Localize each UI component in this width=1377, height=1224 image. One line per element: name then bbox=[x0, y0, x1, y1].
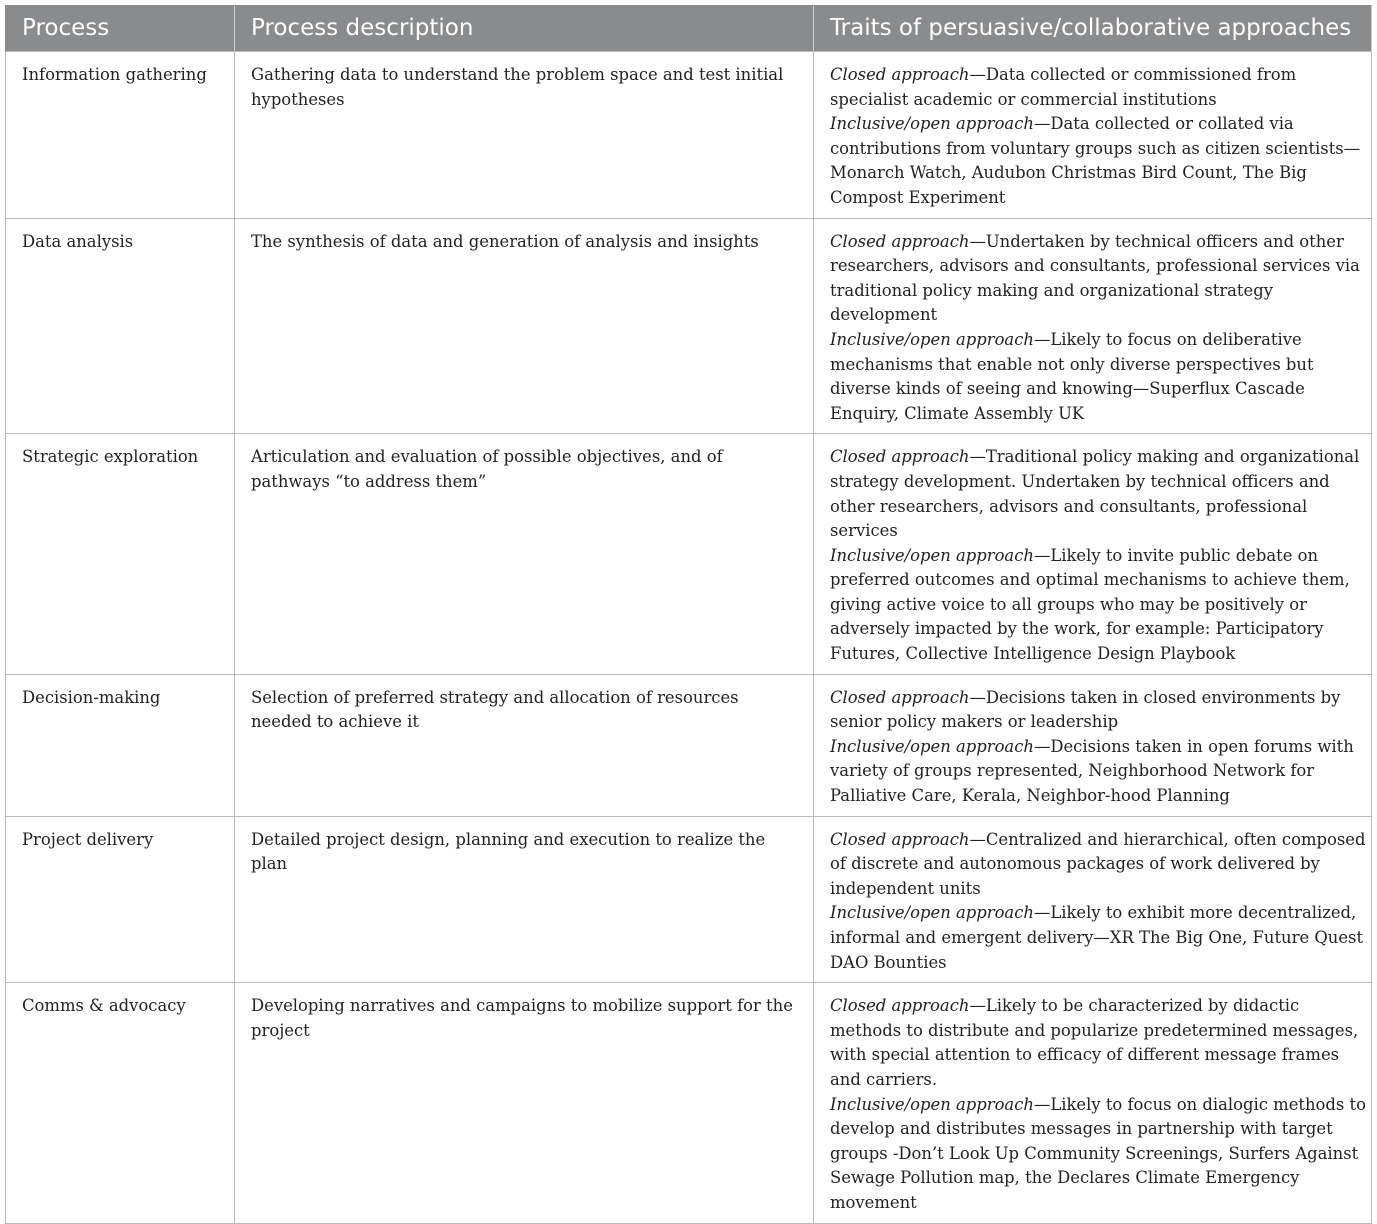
open-approach-text: —Likely to exhibit more decentralized, informal and emergent delivery—XR The Big One, Future Quest DAO Bounties bbox=[830, 903, 1364, 972]
process-cell: Project delivery bbox=[6, 816, 235, 983]
open-approach-label: Inclusive/open approach bbox=[830, 545, 1034, 565]
closed-approach-label: Closed approach bbox=[830, 447, 970, 467]
closed-approach-line bbox=[830, 994, 1369, 1092]
open-approach-line bbox=[830, 544, 1369, 667]
closed-approach-text: —Centralized and hierarchical, often composed of discrete and autonomous packages of work delivered by independent units bbox=[830, 829, 1366, 898]
description-cell: Detailed project design, planning and execution to realize the plan bbox=[235, 816, 814, 983]
closed-approach-label: Closed approach bbox=[830, 231, 970, 251]
closed-approach-text: —Undertaken by technical officers and other researchers, advisors and consultants, professional services via traditional policy making and organizational strategy development bbox=[830, 231, 1360, 325]
closed-approach-label: Closed approach bbox=[830, 687, 970, 707]
open-approach-label: Inclusive/open approach bbox=[830, 329, 1034, 349]
process-cell: Decision-making bbox=[6, 674, 235, 816]
closed-approach-text: —Likely to be characterized by didactic methods to distribute and popularize predetermined messages, with special attention to efficacy of different message frames and carriers. bbox=[830, 996, 1359, 1089]
closed-approach-line bbox=[830, 445, 1369, 543]
header-process: Process bbox=[6, 5, 235, 52]
process-cell: Data analysis bbox=[6, 218, 235, 434]
closed-approach-line bbox=[830, 686, 1369, 735]
closed-approach-text: —Data collected or commissioned from specialist academic or commercial institutions bbox=[830, 65, 1297, 109]
closed-approach-label: Closed approach bbox=[830, 829, 970, 849]
description-cell: Selection of preferred strategy and allocation of resources needed to achieve it bbox=[235, 674, 814, 816]
open-approach-line bbox=[830, 901, 1369, 975]
open-approach-line bbox=[830, 735, 1369, 809]
open-approach-text: —Data collected or collated via contributions from voluntary groups such as citizen scientists—Monarch Watch, Audubon Christmas Bird Count, The Big Compost Experiment bbox=[830, 114, 1361, 207]
process-cell: Information gathering bbox=[6, 52, 235, 219]
open-approach-label: Inclusive/open approach bbox=[830, 1094, 1034, 1114]
open-approach-text: —Likely to focus on deliberative mechanisms that enable not only diverse perspectives but diverse kinds of seeing and knowing—Superflux Cascade Enquiry, Climate Assembly UK bbox=[830, 329, 1314, 423]
open-approach-label: Inclusive/open approach bbox=[830, 114, 1034, 134]
table-row bbox=[6, 674, 1372, 816]
traits-cell bbox=[814, 52, 1372, 219]
description-cell: Developing narratives and campaigns to mobilize support for the project bbox=[235, 983, 814, 1223]
table-row bbox=[6, 983, 1372, 1223]
traits-cell bbox=[814, 816, 1372, 983]
approaches-table-container bbox=[5, 5, 1371, 1224]
traits-cell bbox=[814, 218, 1372, 434]
table-row bbox=[6, 816, 1372, 983]
header-row bbox=[6, 5, 1372, 52]
header-process-description: Process description bbox=[235, 5, 814, 52]
closed-approach-label: Closed approach bbox=[830, 65, 970, 84]
description-cell: The synthesis of data and generation of analysis and insights bbox=[235, 218, 814, 434]
open-approach-text: —Likely to invite public debate on preferred outcomes and optimal mechanisms to achieve them, giving active voice to all groups who may be positively or adversely impacted by the work, for example: Participatory Futures, Collective Intelligence Design Playbook bbox=[830, 545, 1350, 664]
open-approach-line bbox=[830, 112, 1369, 210]
table-header bbox=[6, 5, 1372, 52]
table-row bbox=[6, 434, 1372, 674]
process-cell: Strategic exploration bbox=[6, 434, 235, 674]
description-cell: Articulation and evaluation of possible objectives, and of pathways “to address them” bbox=[235, 434, 814, 674]
process-cell: Comms & advocacy bbox=[6, 983, 235, 1223]
closed-approach-line bbox=[830, 63, 1369, 112]
description-cell: Gathering data to understand the problem space and test initial hypotheses bbox=[235, 52, 814, 219]
closed-approach-text: —Traditional policy making and organizational strategy development. Undertaken by technical officers and other researchers, advisors and consultants, professional services bbox=[830, 447, 1360, 541]
table-row bbox=[6, 52, 1372, 219]
header-traits: Traits of persuasive/collaborative approaches bbox=[814, 5, 1372, 52]
table-body bbox=[6, 52, 1372, 1224]
open-approach-text: —Decisions taken in open forums with variety of groups represented, Neighborhood Network for Palliative Care, Kerala, Neighbor-hood Planning bbox=[830, 736, 1354, 806]
closed-approach-line bbox=[830, 230, 1369, 328]
open-approach-label: Inclusive/open approach bbox=[830, 903, 1034, 923]
traits-cell bbox=[814, 434, 1372, 674]
traits-cell bbox=[814, 674, 1372, 816]
open-approach-text: —Likely to focus on dialogic methods to develop and distributes messages in partnership with target groups -Don’t Look Up Community Screenings, Surfers Against Sewage Pollution map, the Declares Climate Emergency movement bbox=[830, 1094, 1366, 1212]
closed-approach-label: Closed approach bbox=[830, 996, 970, 1016]
closed-approach-line bbox=[830, 828, 1369, 902]
open-approach-line bbox=[830, 1093, 1369, 1216]
table-row bbox=[6, 218, 1372, 434]
traits-cell bbox=[814, 983, 1372, 1223]
open-approach-line bbox=[830, 328, 1369, 426]
closed-approach-text: —Decisions taken in closed environments by senior policy makers or leadership bbox=[830, 687, 1341, 732]
open-approach-label: Inclusive/open approach bbox=[830, 736, 1034, 756]
approaches-table bbox=[5, 5, 1372, 1224]
